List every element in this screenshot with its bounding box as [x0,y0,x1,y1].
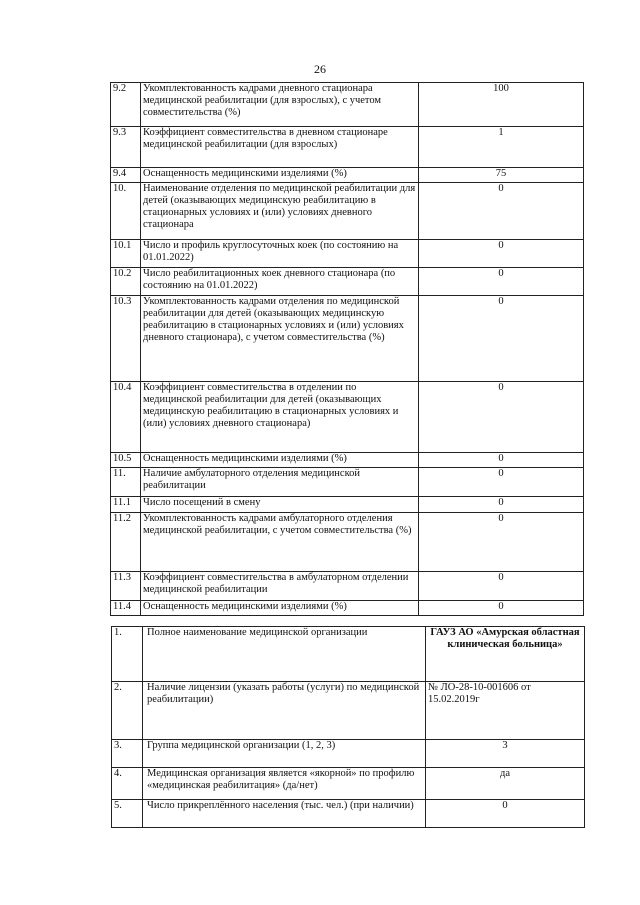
row-value: 100 [419,83,584,127]
row-value: 0 [419,453,584,468]
row-number: 11.2 [111,513,141,572]
row-label: Наличие лицензии (указать работы (услуги) по медицинской реабилитации) [143,682,426,740]
row-value: 0 [419,268,584,296]
row-label: Коэффициент совместительства в отделении по медицинской реабилитации для детей (оказывающих медицинскую реабилитацию в стационарных условиях и (или) условиях дневного стационара) [141,382,419,453]
row-value: 0 [419,601,584,616]
organization-name: ГАУЗ АО «Амурская областная клиническая больница» [426,627,585,682]
row-number: 10.3 [111,296,141,382]
row-label: Медицинская организация является «якорной» по профилю «медицинская реабилитация» (да/нет) [143,768,426,800]
row-number: 10.5 [111,453,141,468]
row-label: Наименование отделения по медицинской реабилитации для детей (оказывающих медицинскую реабилитацию в стационарных условиях и (или) условиях дневного стационара [141,183,419,240]
row-value: 3 [426,740,585,768]
row-label: Число посещений в смену [141,497,419,513]
license-number: № ЛО-28-10-001606 от 15.02.2019г [426,682,585,740]
row-label: Укомплектованность кадрами дневного стационара медицинской реабилитации (для взрослых), с учетом совместительства (%) [141,83,419,127]
table-row [111,296,584,382]
row-number: 11.1 [111,497,141,513]
row-number: 3. [112,740,143,768]
row-number: 1. [112,627,143,682]
row-label: Число реабилитационных коек дневного стационара (по состоянию на 01.01.2022) [141,268,419,296]
table-row [112,740,585,768]
table-row [111,382,584,453]
row-label: Число прикреплённого населения (тыс. чел.) (при наличии) [143,800,426,828]
table-row [111,183,584,240]
table-row [111,572,584,601]
organization-info-table [111,626,585,828]
table-row [111,240,584,268]
row-number: 10. [111,183,141,240]
table-row [112,768,585,800]
table-row [111,513,584,572]
row-number: 10.1 [111,240,141,268]
table-row [111,468,584,497]
row-value: 0 [419,468,584,497]
table-row [111,127,584,168]
row-number: 9.3 [111,127,141,168]
row-value: 0 [419,240,584,268]
row-number: 10.4 [111,382,141,453]
row-label: Укомплектованность кадрами отделения по медицинской реабилитации для детей (оказывающих медицинскую реабилитацию в стационарных условиях и (или) условиях дневного стационара), с учетом совместительства (%) [141,296,419,382]
row-label: Коэффициент совместительства в дневном стационаре медицинской реабилитации (для взрослых) [141,127,419,168]
row-label: Укомплектованность кадрами амбулаторного отделения медицинской реабилитации, с учетом совместительства (%) [141,513,419,572]
row-label: Наличие амбулаторного отделения медицинской реабилитации [141,468,419,497]
row-value: 0 [426,800,585,828]
row-number: 11.4 [111,601,141,616]
table-row [112,627,585,682]
row-number: 10.2 [111,268,141,296]
row-number: 4. [112,768,143,800]
table-row [111,83,584,127]
row-value: 0 [419,296,584,382]
row-label: Полное наименование медицинской организации [143,627,426,682]
row-value: 0 [419,497,584,513]
row-value: да [426,768,585,800]
row-value: 0 [419,572,584,601]
row-label: Коэффициент совместительства в амбулаторном отделении медицинской реабилитации [141,572,419,601]
row-value: 0 [419,513,584,572]
table-row [112,682,585,740]
table-row [111,453,584,468]
row-number: 9.2 [111,83,141,127]
row-label: Оснащенность медицинскими изделиями (%) [141,601,419,616]
row-number: 2. [112,682,143,740]
row-value: 0 [419,382,584,453]
row-label: Группа медицинской организации (1, 2, 3) [143,740,426,768]
row-label: Число и профиль круглосуточных коек (по состоянию на 01.01.2022) [141,240,419,268]
table-row [111,168,584,183]
row-number: 11. [111,468,141,497]
table-row [111,497,584,513]
table-row [111,601,584,616]
row-value: 0 [419,183,584,240]
row-label: Оснащенность медицинскими изделиями (%) [141,453,419,468]
page-number: 26 [314,62,326,76]
row-number: 9.4 [111,168,141,183]
row-value: 1 [419,127,584,168]
rehab-indicators-table [110,82,584,616]
row-label: Оснащенность медицинскими изделиями (%) [141,168,419,183]
table-row [112,800,585,828]
row-number: 11.3 [111,572,141,601]
table-row [111,268,584,296]
row-number: 5. [112,800,143,828]
row-value: 75 [419,168,584,183]
